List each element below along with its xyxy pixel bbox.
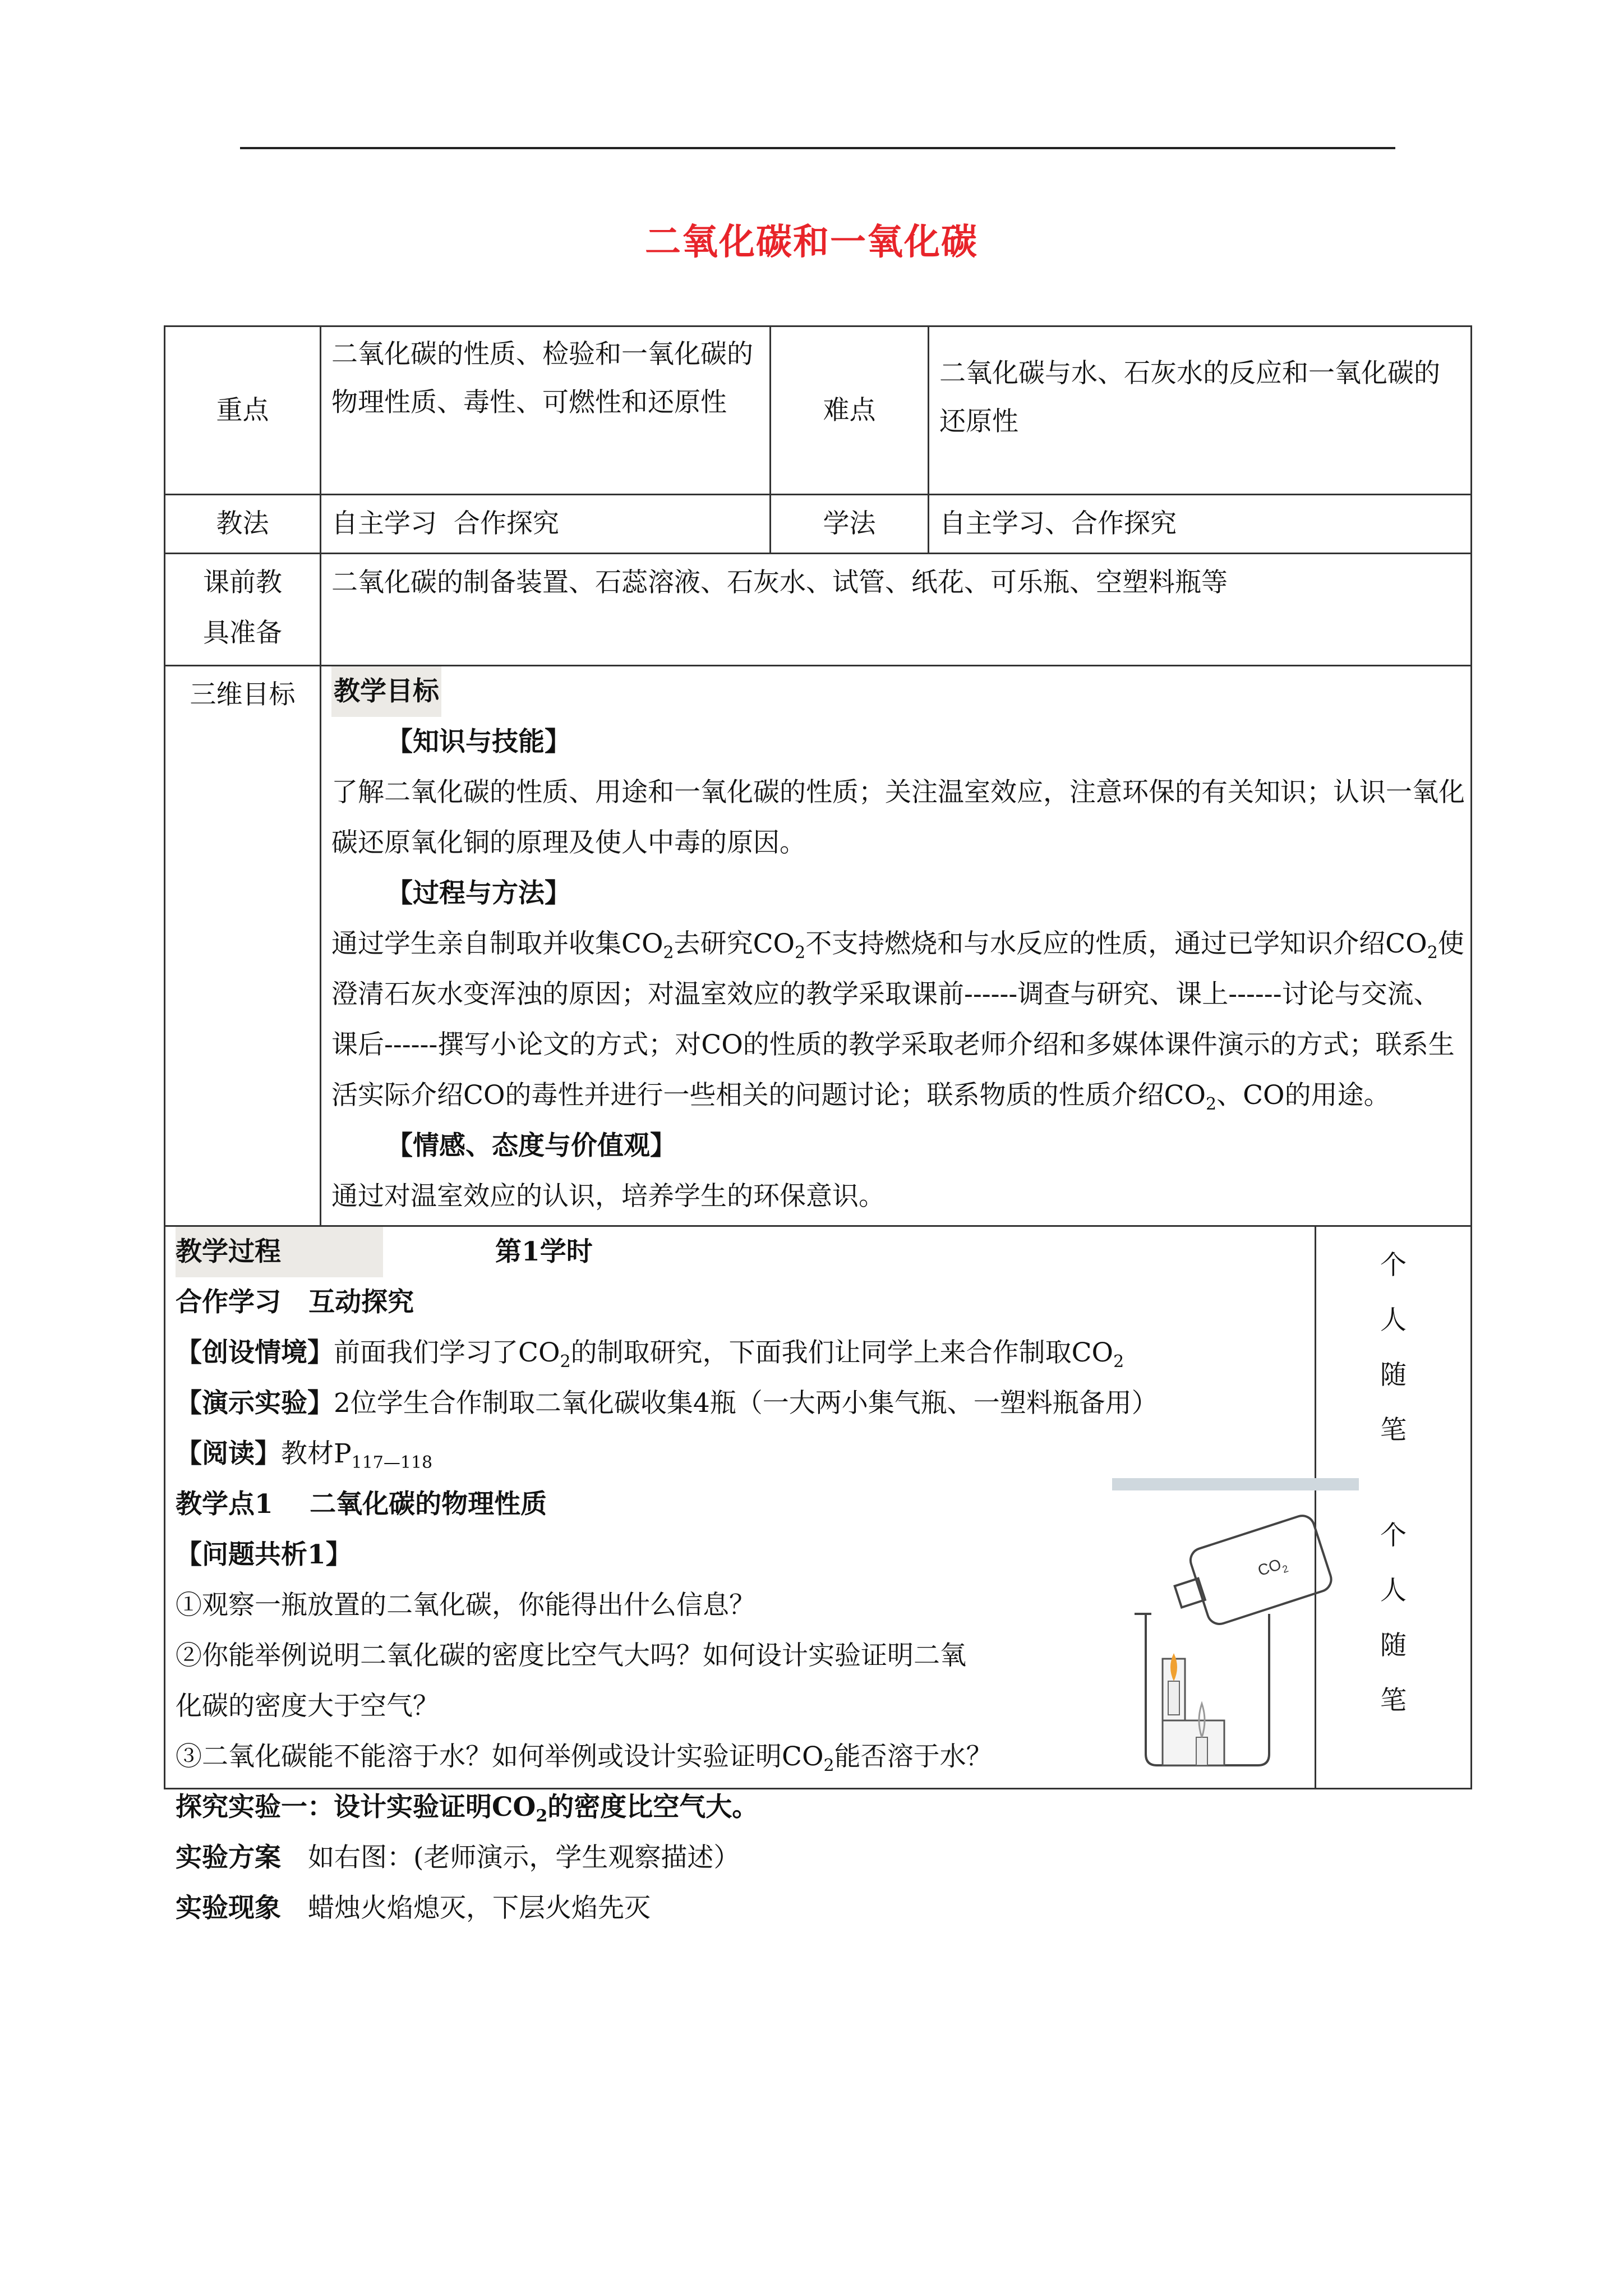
stand [1163,1720,1224,1765]
learn-method-label: 学法 [771,495,929,554]
lesson-plan-table [164,325,1472,1924]
plan-line: 实验方案 如右图：(老师演示，学生观察描述） [176,1842,740,1873]
goals-content [321,666,1472,1226]
header-rule [240,147,1395,149]
experiment-1: 探究实验一：设计实验证明$CO_2$的密度比空气大。 [176,1792,759,1826]
key-label: 重点 [165,326,321,495]
row-process [165,1226,1472,1789]
side-char: 个 [1380,1520,1407,1551]
question-heading: 【问题共析1】 [176,1539,352,1570]
goals-emotion-text: 通过对温室效应的认识，培养学生的环保意识。 [331,1181,885,1212]
page-title: 二氧化碳和一氧化碳 [645,221,978,263]
question-1: ①观察一瓶放置的二氧化碳，你能得出什么信息？ [176,1590,755,1621]
upper-candle [1168,1681,1179,1715]
process-content [165,1226,1316,1924]
side-char: 随 [1380,1360,1407,1391]
side-char: 个 [1380,1250,1407,1281]
question-2b: 化碳的密度大于空气？ [176,1691,439,1722]
teach-method-label: 教法 [165,495,321,554]
figure-caption-strip [1112,1478,1359,1490]
demo-line: 【演示实验】2位学生合作制取二氧化碳收集4瓶（一大两小集气瓶、一塑料瓶备用） [176,1388,1158,1419]
goals-knowledge-heading: 【知识与技能】 [386,726,571,757]
row-key-difficulty [165,326,1472,495]
side-char: 笔 [1380,1685,1407,1716]
prep-label: 课前教具准备 [165,554,321,666]
question-2a: ②你能举例说明二氧化碳的密度比空气大吗？如何设计实验证明二氧 [176,1640,966,1671]
period-label: 第1学时 [495,1236,593,1267]
question-3: ③二氧化碳能不能溶于水？如何举例或设计实验证明$CO_2$能否溶于水？ [176,1741,993,1775]
prep-text: 二氧化碳的制备装置、石蕊溶液、石灰水、试管、纸花、可乐瓶、空塑料瓶等 [321,554,1472,666]
goals-title: 教学目标 [331,666,441,717]
row-prep [165,554,1472,666]
co2-label: $CO_2$ [1255,1555,1290,1580]
co2-pouring-candle-figure [1095,1474,1376,1788]
phenomenon-line: 实验现象 蜡烛火焰熄灭，下层火焰先灭 [176,1893,651,1924]
key-text: 二氧化碳的性质、检验和一氧化碳的物理性质、毒性、可燃性和还原性 [321,326,771,495]
goals-process-text: 通过学生亲自制取并收集$CO_2$去研究$CO_2$不支持燃烧和与水反应的性质，通过已学知识介绍$CO_2$使澄清石灰水变浑浊的原因；对温室效应的教学采取课前------调查与研究、课上------讨论与交流、课后------撰写小论文的方式；对CO的性质的教学采取老师介绍和多媒体课件演示的方式；联系生活实际介绍CO的毒性并进行一些相关的问题讨论；联系物质的性质介绍$CO_2$、CO的用途。 [331,928,1464,1114]
goals-knowledge-text: 了解二氧化碳的性质、用途和一氧化碳的性质；关注温室效应，注意环保的有关知识；认识一氧化碳还原氧化铜的原理及使人中毒的原因。 [331,777,1465,858]
side-char: 随 [1380,1630,1407,1661]
difficulty-text: 二氧化碳与水、石灰水的反应和一氧化碳的还原性 [929,326,1472,495]
side-char: 人 [1380,1305,1407,1336]
row-methods [165,495,1472,554]
process-label: 教学过程 [176,1227,383,1277]
lower-candle [1196,1737,1207,1765]
row-goals [165,666,1472,1226]
goals-process-heading: 【过程与方法】 [386,878,571,909]
goals-emotion-heading: 【情感、态度与价值观】 [386,1130,676,1161]
scenario-line: 【创设情境】前面我们学习了$CO_2$的制取研究，下面我们让同学上来合作制取$CO_2$ [176,1337,1124,1372]
coop-heading: 合作学习 互动探究 [176,1287,414,1318]
goals-label: 三维目标 [165,666,321,1226]
side-char: 笔 [1380,1415,1407,1446]
teach-method: 自主学习 合作探究 [321,495,771,554]
point1-heading: 教学点1 二氧化碳的物理性质 [176,1489,547,1520]
reading-line: 【阅读】教材$P_{117—118}$ [176,1438,433,1473]
difficulty-label: 难点 [771,326,929,495]
learn-method: 自主学习、合作探究 [929,495,1472,554]
side-char: 人 [1380,1575,1407,1606]
